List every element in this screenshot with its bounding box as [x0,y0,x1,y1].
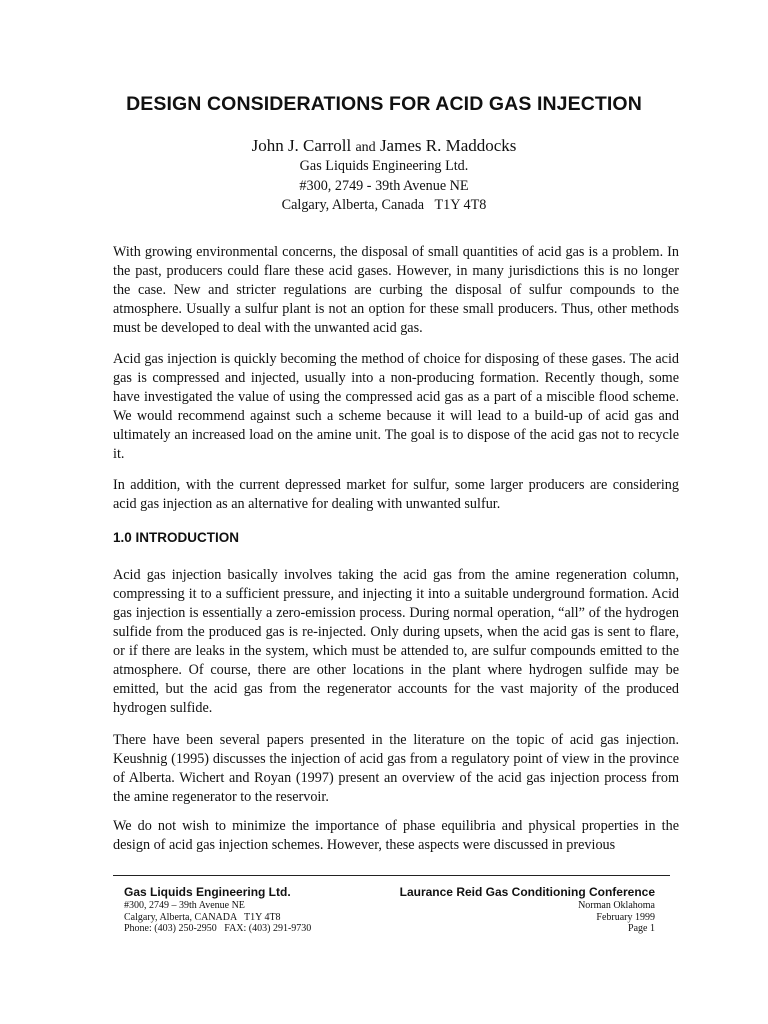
footer-date: February 1999 [596,911,655,923]
paragraph-text: In addition, with the current depressed market for sulfur, some larger producers are considering acid gas injection as an alternative for dealing with unwanted sulfur. [113,477,679,512]
paper-title: DESIGN CONSIDERATIONS FOR ACID GAS INJECTION [126,93,642,115]
footer-company-block [124,884,311,935]
author-name: James R. Maddocks [379,136,517,155]
footer-contact-line: Phone: (403) 250-2950 FAX: (403) 291-9730 [124,923,312,934]
section-heading: 1.0 INTRODUCTION [113,530,240,545]
paragraph-text: We do not wish to minimize the importance of phase equilibria and physical properties in the design of acid gas injection schemes. However, these aspects were discussed in previous [113,818,679,853]
section-paragraph [113,731,679,807]
author-line [0,136,768,156]
footer-address-line: Calgary, Alberta, CANADA T1Y 4T8 [124,911,281,923]
paragraph-text: There have been several papers presented in the literature on the topic of acid gas injection. Keushnig (1995) discusses the injection of acid gas from a regulatory point of view in the province of Alberta. Wichert and Royan (1997) present an overview of the acid gas injection process from the amine regenerator to the reservoir. [113,732,679,805]
paragraph-text: Acid gas injection basically involves taking the acid gas from the amine regeneration column, compressing it to a sufficient pressure, and injecting it into a suitable underground formation. Acid gas injection is essentially a zero-emission process. During normal operation, “all” of the hydrogen sulfide from the produced gas is re-injected. Only during upsets, when the acid gas is sent to flare, or if there are leaks in the system, which must be attended to, are sulfur compounds emitted to the atmosphere. Of course, there are other locations in the plant where hydrogen sulfide may be emitted, but the acid gas from the regenerator accounts for the vast majority of the produced hydrogen sulfide. [113,567,679,716]
author-conjunction: and [355,140,376,155]
footer-address-line: #300, 2749 – 39th Avenue NE [124,900,245,911]
paragraph-text: Acid gas injection is quickly becoming the method of choice for disposing of these gases. The acid gas is compressed and injected, usually into a non-producing formation. Recently though, some have investigated the value of using the compressed acid gas as a part of a miscible flood scheme. We would recommend against such a scheme because it will lead to a build-up of acid gas and ultimately an increased load on the amine unit. The goal is to dispose of the acid gas not to recycle it. [113,351,679,462]
affiliation-line: #300, 2749 - 39th Avenue NE [299,177,469,194]
affiliation-block [0,157,768,216]
abstract-paragraph [113,476,679,514]
paragraph-text: With growing environmental concerns, the disposal of small quantities of acid gas is a problem. In the past, producers could flare these acid gases. However, in many jurisdictions this is no longer the case. New and stricter regulations are curbing the disposal of sulfur compounds to the atmosphere. Usually a sulfur plant is not an option for these small producers. Thus, other methods must be developed to deal with the unwanted acid gas. [113,244,679,336]
affiliation-line: Calgary, Alberta, Canada T1Y 4T8 [281,197,487,213]
abstract-paragraph [113,350,679,464]
footer-conference-block [400,884,655,935]
abstract-paragraph [113,243,679,338]
footer-location: Norman Oklahoma [578,900,655,911]
footer-divider [113,875,670,876]
page-number: Page 1 [628,923,655,934]
section-paragraph [113,817,679,855]
footer-company-name: Gas Liquids Engineering Ltd. [124,885,291,899]
footer-conference-name: Laurance Reid Gas Conditioning Conference [399,885,655,899]
affiliation-line: Gas Liquids Engineering Ltd. [299,158,469,174]
section-paragraph [113,566,679,718]
author-name: John J. Carroll [251,136,352,155]
